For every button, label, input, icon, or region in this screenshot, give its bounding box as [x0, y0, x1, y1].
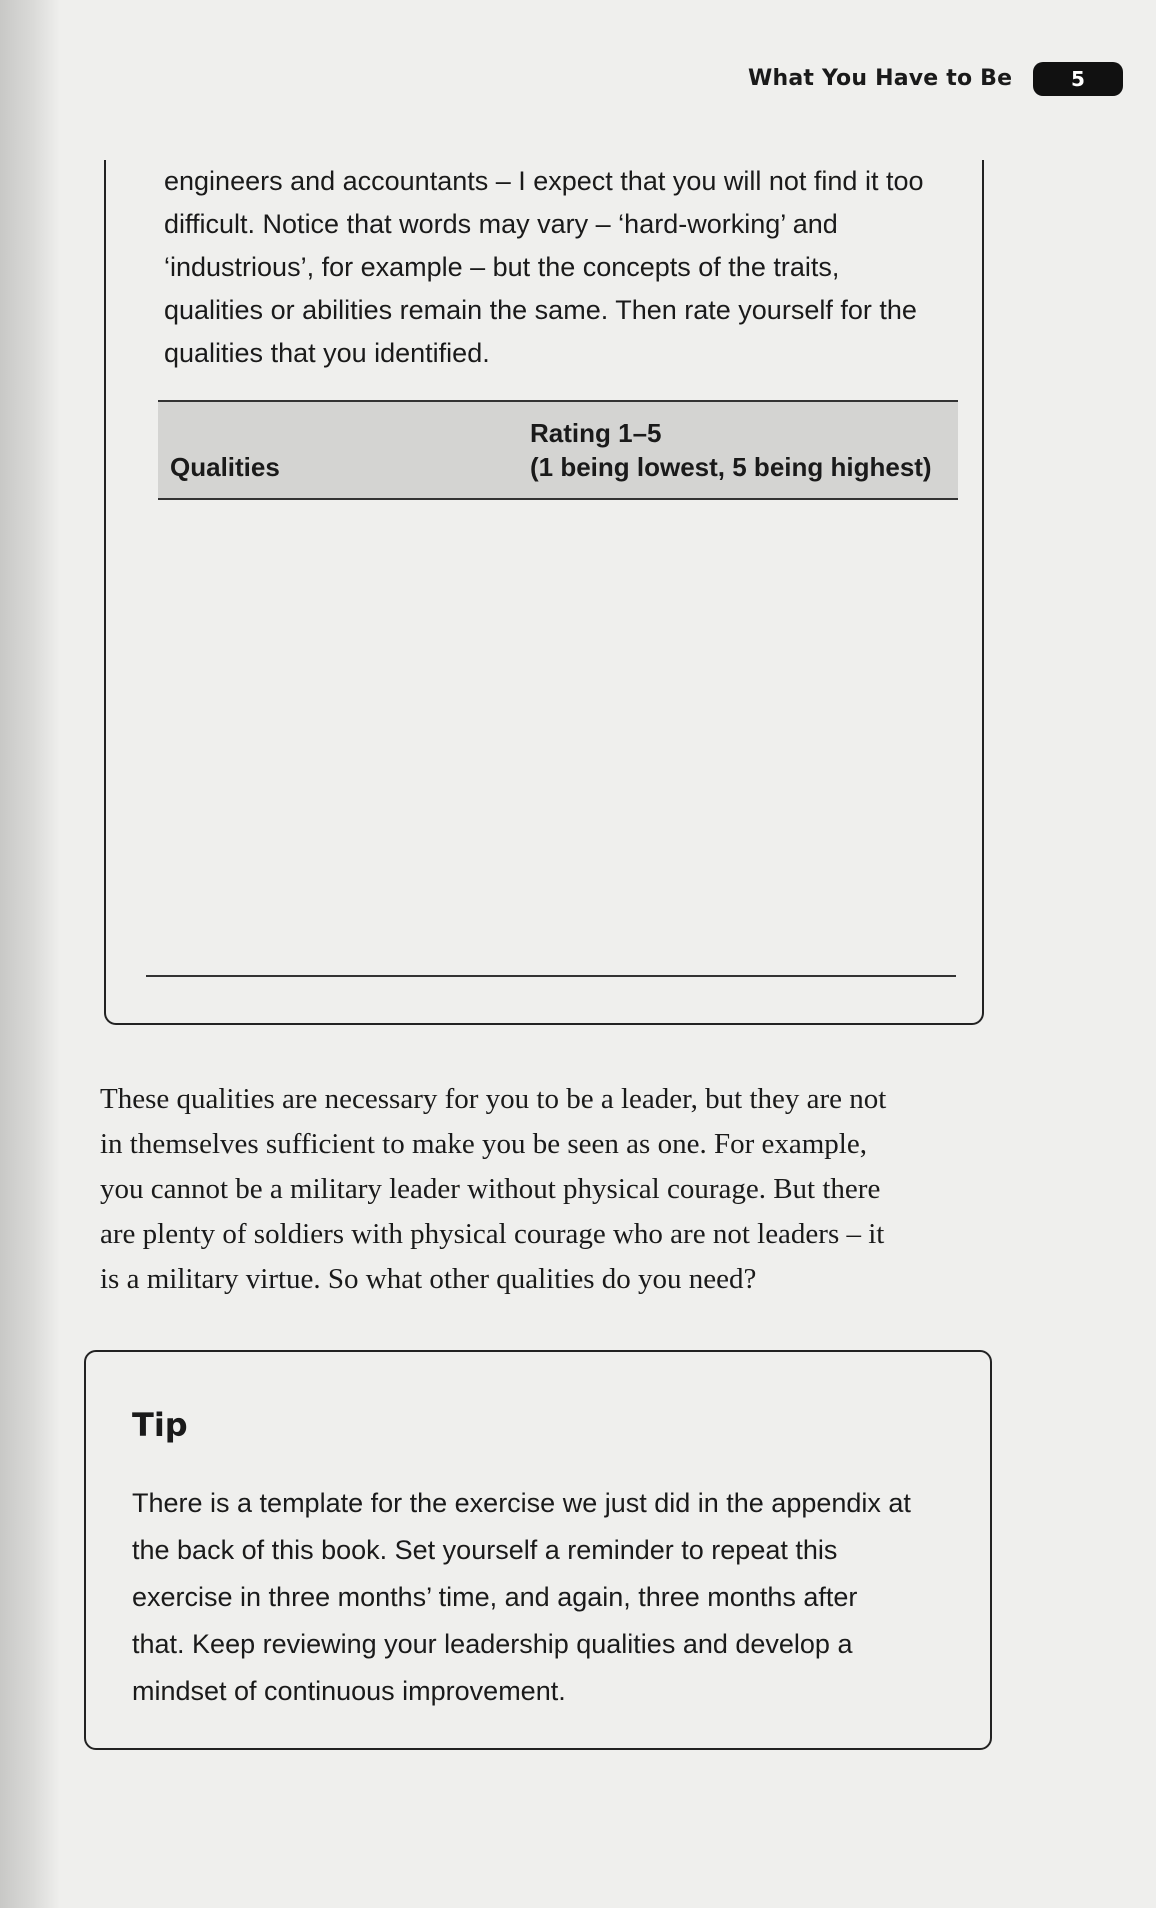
rating-header-line2: (1 being lowest, 5 being highest) [530, 452, 932, 482]
body-line: in themselves sufficient to make you be seen as one. For example, [100, 1128, 867, 1160]
running-header-title: What You Have to Be [748, 66, 1013, 91]
page-gutter-shadow [0, 0, 60, 1908]
body-paragraph [100, 1077, 992, 1302]
tip-box [84, 1350, 992, 1750]
rating-header-line1: Rating 1–5 [530, 418, 662, 448]
exercise-line: qualities that you identified. [164, 338, 490, 368]
exercise-box [104, 160, 984, 1025]
body-line: are plenty of soldiers with physical courage who are not leaders – it [100, 1218, 885, 1250]
tip-line: exercise in three months’ time, and again, three months after [132, 1582, 858, 1612]
page-number-badge: 5 [1033, 62, 1123, 96]
tip-line: mindset of continuous improvement. [132, 1676, 566, 1706]
tip-title: Tip [132, 1406, 188, 1444]
tip-line: the back of this book. Set yourself a reminder to repeat this [132, 1535, 838, 1565]
qualities-table-header [158, 400, 958, 500]
body-line: you cannot be a military leader without physical courage. But there [100, 1173, 881, 1205]
body-line: These qualities are necessary for you to be a leader, but they are not [100, 1083, 887, 1115]
table-bottom-rule [146, 975, 956, 977]
exercise-line: difficult. Notice that words may vary – ‘hard-working’ and [164, 209, 838, 239]
exercise-instructions [164, 160, 964, 375]
column-header-qualities: Qualities [170, 452, 280, 482]
body-line: is a military virtue. So what other qualities do you need? [100, 1263, 757, 1295]
exercise-line: ‘industrious’, for example – but the concepts of the traits, [164, 252, 840, 282]
exercise-line: engineers and accountants – I expect that you will not find it too [164, 166, 924, 196]
tip-line: There is a template for the exercise we just did in the appendix at [132, 1488, 911, 1518]
exercise-line: qualities or abilities remain the same. Then rate yourself for the [164, 295, 917, 325]
tip-text [132, 1480, 972, 1715]
tip-line: that. Keep reviewing your leadership qualities and develop a [132, 1629, 853, 1659]
column-header-rating [530, 416, 932, 484]
